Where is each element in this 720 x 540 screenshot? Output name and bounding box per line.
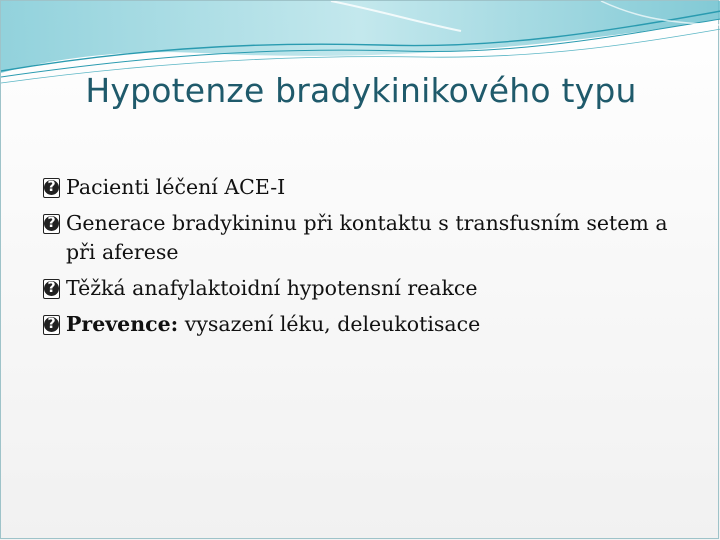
bullet-text: Těžká anafylaktoidní hypotensní reakce bbox=[66, 276, 478, 300]
bullet-item bbox=[43, 209, 683, 267]
bullet-glyph-icon bbox=[43, 279, 60, 299]
bullet-item bbox=[43, 274, 683, 303]
bullet-item bbox=[43, 173, 683, 202]
bullet-glyph-icon bbox=[43, 178, 60, 198]
bullet-text: Pacienti léčení ACE-I bbox=[66, 175, 286, 199]
bullet-bold-label: Prevence: bbox=[66, 312, 179, 336]
slide-title: Hypotenze bradykinikového typu bbox=[85, 71, 637, 110]
bullet-list bbox=[43, 173, 683, 346]
bullet-item bbox=[43, 310, 683, 339]
bullet-text: Generace bradykininu při kontaktu s transfusním setem a při aferese bbox=[66, 211, 668, 264]
bullet-text: vysazení léku, deleukotisace bbox=[178, 312, 481, 336]
bullet-glyph-icon bbox=[43, 315, 60, 335]
bullet-glyph-icon bbox=[43, 214, 60, 234]
